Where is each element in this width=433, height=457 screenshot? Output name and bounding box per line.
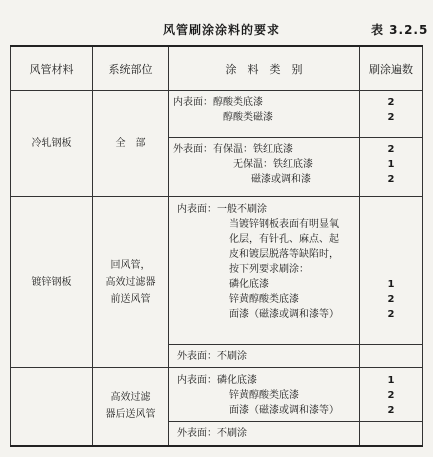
system-part-cell — [93, 368, 169, 446]
table-title: 风管刷涂涂料的要求 — [163, 23, 281, 37]
coat-count-cell — [360, 422, 423, 446]
count-value — [360, 247, 422, 262]
count-value: 1 — [387, 375, 395, 386]
count-value: 2 — [387, 390, 395, 401]
spec-line: 磁漆或调和漆 — [251, 174, 311, 185]
spec-line: 外表面：不刷涂 — [177, 350, 247, 362]
coating-spec-cell — [169, 345, 360, 368]
count-value — [360, 217, 422, 232]
part-line: 高效过滤器 — [105, 276, 156, 288]
count-value — [360, 262, 422, 277]
coating-spec-cell — [169, 91, 360, 138]
part-line: 回风管， — [110, 259, 151, 271]
count-value — [360, 345, 422, 360]
count-value: 2 — [387, 174, 395, 185]
spec-line: 当镀锌钢板表面有明显氧 — [229, 219, 339, 230]
material-cell — [11, 368, 93, 446]
spec-line: 皮和镀层脱落等缺陷时， — [229, 249, 339, 260]
coating-table — [10, 45, 423, 447]
coating-spec-cell — [169, 368, 360, 422]
spec-line: 无保温：铁红底漆 — [233, 159, 313, 170]
coating-spec-cell — [169, 197, 360, 345]
material-cell: 镀锌钢板 — [11, 197, 93, 368]
spec-line: 内表面：磷化底漆 — [177, 375, 257, 386]
part-line: 器后送风管 — [105, 409, 156, 421]
coat-count-cell — [360, 91, 423, 138]
header-coating-type: 涂 料 类 别 — [169, 46, 360, 91]
table-number: 表 3.2.5 — [371, 23, 429, 37]
material-cell: 冷轧钢板 — [11, 91, 93, 197]
part-line: 高效过滤 — [110, 392, 151, 404]
count-value: 2 — [387, 112, 395, 123]
coat-count-cell — [360, 197, 423, 345]
spec-line: 锌黄醇酸类底漆 — [229, 390, 299, 401]
coat-count-cell — [360, 345, 423, 368]
count-value: 1 — [387, 159, 395, 170]
header-coat-count: 刷涂遍数 — [360, 46, 423, 91]
coating-spec-cell — [169, 138, 360, 197]
count-value: 2 — [387, 309, 395, 320]
coat-count-cell — [360, 368, 423, 422]
header-system-part: 系统部位 — [93, 46, 169, 91]
spec-line: 醇酸类磁漆 — [223, 112, 273, 123]
count-value: 2 — [387, 97, 395, 108]
header-row — [11, 46, 423, 91]
count-value — [360, 422, 422, 437]
count-value: 2 — [387, 405, 395, 416]
spec-line: 面漆（磁漆或调和漆等） — [229, 405, 339, 416]
header-material: 风管材料 — [11, 46, 93, 91]
spec-line: 锌黄醇酸类底漆 — [229, 294, 299, 305]
coat-count-cell — [360, 138, 423, 197]
count-value: 2 — [387, 294, 395, 305]
spec-line: 外表面：有保温：铁红底漆 — [173, 144, 293, 155]
count-value: 2 — [387, 144, 395, 155]
count-value: 1 — [387, 279, 395, 290]
spec-line: 按下列要求刷涂： — [229, 264, 309, 275]
table-row — [11, 368, 423, 422]
system-part-cell: 全 部 — [93, 91, 169, 197]
spec-line: 面漆（磁漆或调和漆等） — [229, 309, 339, 320]
table-row — [11, 91, 423, 138]
system-part-cell — [93, 197, 169, 368]
table-row — [11, 197, 423, 345]
spec-line: 外表面：不刷涂 — [177, 427, 247, 439]
spec-line: 内表面：醇酸类底漆 — [173, 97, 263, 108]
coating-spec-cell — [169, 422, 360, 446]
spec-line: 磷化底漆 — [229, 279, 269, 290]
spec-line: 内表面：一般不刷涂 — [177, 204, 267, 215]
spec-line: 化层，有针孔、麻点、起 — [229, 234, 339, 245]
count-value — [360, 202, 422, 217]
count-value — [360, 232, 422, 247]
part-line: 前送风管 — [110, 293, 151, 305]
